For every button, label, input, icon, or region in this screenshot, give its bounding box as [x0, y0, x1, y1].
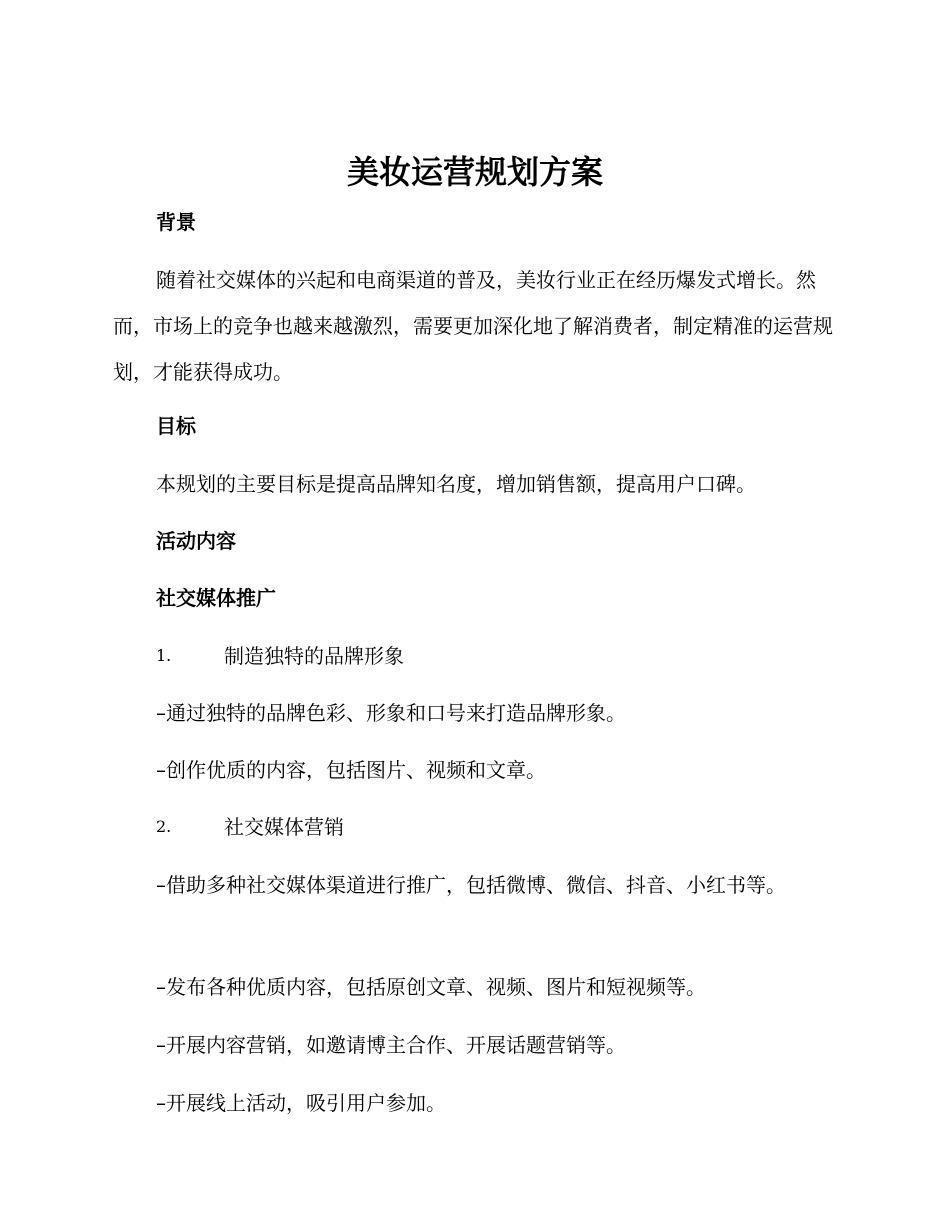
paragraph-goal: 本规划的主要目标是提高品牌知名度，增加销售额，提高用户口碑。 — [156, 472, 756, 496]
list-item-title: 社交媒体营销 — [224, 815, 344, 839]
document-title: 美妆运营规划方案 — [346, 153, 603, 191]
list-item-number: 1. — [156, 646, 172, 665]
bullet-line: –创作优质的内容，包括图片、视频和文章。 — [156, 758, 546, 782]
list-item-number: 2. — [156, 817, 172, 836]
bullet-line: –发布各种优质内容，包括原创文章、视频、图片和短视频等。 — [156, 975, 706, 999]
heading-goal: 目标 — [156, 414, 196, 438]
heading-activities: 活动内容 — [156, 529, 236, 553]
list-item-title: 制造独特的品牌形象 — [224, 644, 404, 668]
subheading-social-media: 社交媒体推广 — [156, 586, 276, 610]
paragraph-background: 随着社交媒体的兴起和电商渠道的普及，美妆行业正在经历爆发式增长。然而，市场上的竞争也越来越激烈，需要更加深化地了解消费者，制定精准的运营规划，才能获得成功。 — [113, 268, 833, 384]
bullet-line: –通过独特的品牌色彩、形象和口号来打造品牌形象。 — [156, 701, 626, 725]
bullet-line: –开展线上活动，吸引用户参加。 — [156, 1091, 446, 1115]
bullet-line: –开展内容营销，如邀请博主合作、开展话题营销等。 — [156, 1033, 626, 1057]
bullet-paragraph: –借助多种社交媒体渠道进行推广，包括微博、微信、抖音、小红书等。 — [156, 873, 786, 897]
heading-background: 背景 — [156, 210, 196, 234]
